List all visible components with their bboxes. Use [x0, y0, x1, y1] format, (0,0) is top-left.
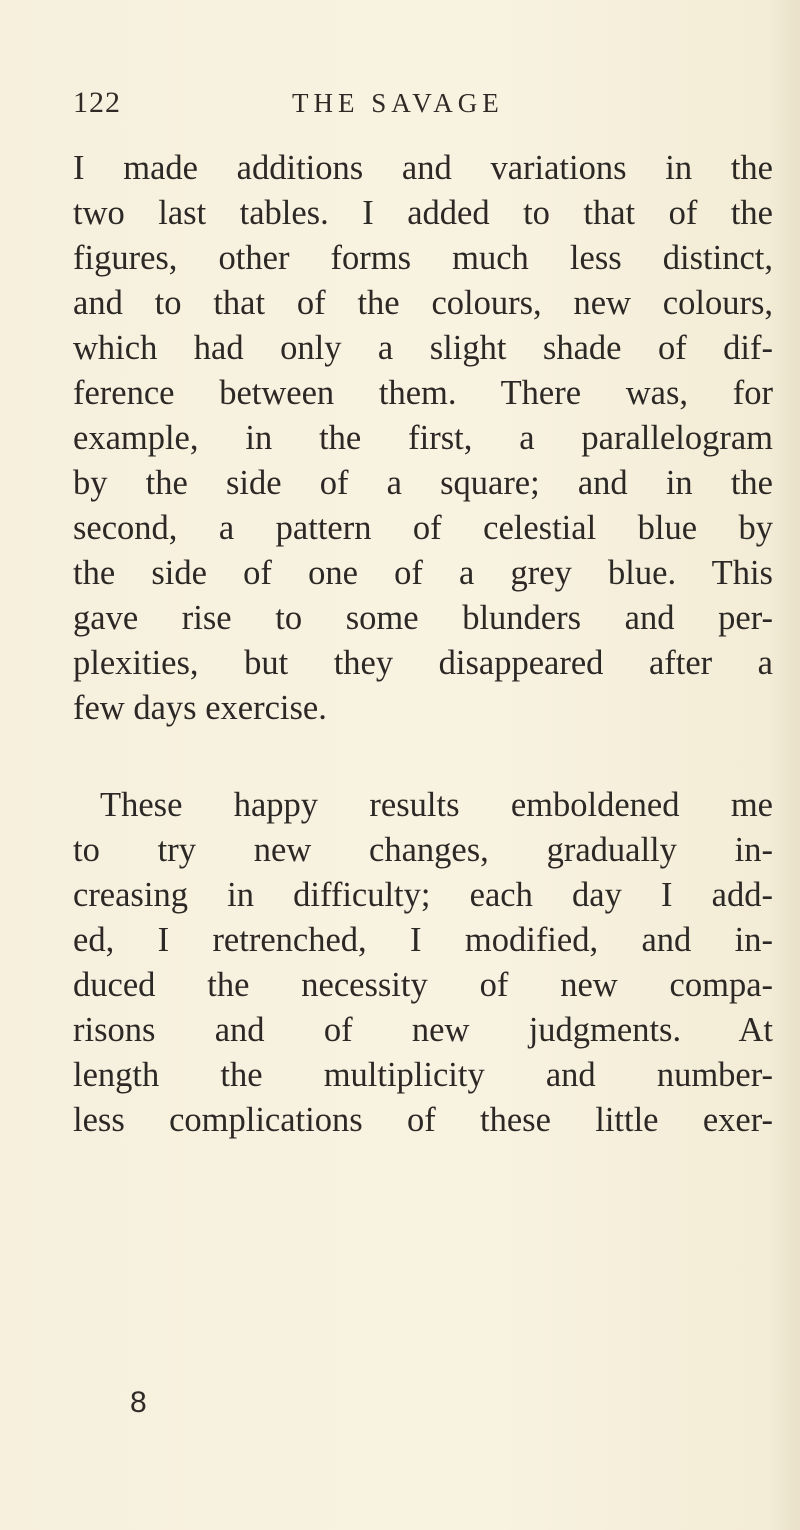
text-line: ference between them. There was, for — [73, 374, 773, 412]
text-line: length the multiplicity and number- — [73, 1056, 773, 1094]
text-line: by the side of a square; and in the — [73, 464, 773, 502]
page-header — [0, 86, 800, 126]
text-line: and to that of the colours, new colours, — [73, 284, 773, 322]
text-line: example, in the first, a parallelogram — [73, 419, 773, 457]
text-line: few days exercise. — [73, 689, 327, 727]
text-line: two last tables. I added to that of the — [73, 194, 773, 232]
text-line: These happy results emboldened me — [100, 786, 773, 824]
text-line: figures, other forms much less distinct, — [73, 239, 773, 277]
text-line: the side of one of a grey blue. This — [73, 554, 773, 592]
text-line: to try new changes, gradually in- — [73, 831, 773, 869]
signature-mark: 8 — [130, 1386, 147, 1419]
text-line: gave rise to some blunders and per- — [73, 599, 773, 637]
page-number: 122 — [73, 86, 121, 119]
text-line: duced the necessity of new compa- — [73, 966, 773, 1004]
text-line: ed, I retrenched, I modified, and in- — [73, 921, 773, 959]
running-head: THE SAVAGE — [292, 88, 504, 118]
text-line: creasing in difficulty; each day I add- — [73, 876, 773, 914]
text-line: less complications of these little exer- — [73, 1101, 773, 1139]
text-line: second, a pattern of celestial blue by — [73, 509, 773, 547]
text-line: I made additions and variations in the — [73, 149, 773, 187]
text-line: risons and of new judgments. At — [73, 1011, 773, 1049]
text-line: which had only a slight shade of dif- — [73, 329, 773, 367]
text-line: plexities, but they disappeared after a — [73, 644, 773, 682]
